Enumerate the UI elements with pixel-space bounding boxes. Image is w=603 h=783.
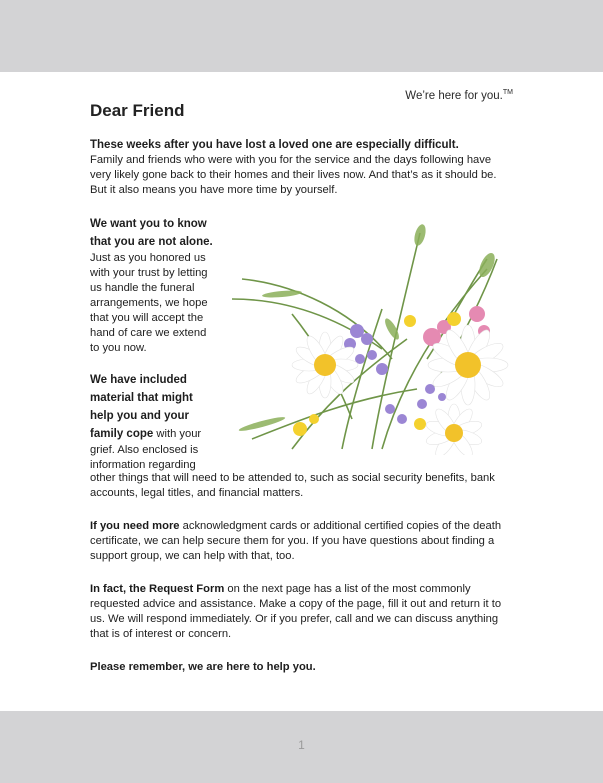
intro-paragraph	[90, 138, 515, 198]
not-alone-line: us handle the funeral	[90, 282, 195, 294]
not-alone-line: arrangements, we hope	[90, 297, 208, 309]
daisy-bottom	[425, 404, 484, 455]
material-continuation: other things that will need to be attended to, such as social security benefits, bank accounts, legal titles, and financial matters.	[90, 472, 495, 499]
trademark-mark: TM	[502, 89, 513, 96]
more-paragraph	[90, 519, 515, 564]
not-alone-line: hand of care we extend	[90, 327, 207, 339]
intro-body: Family and friends who were with you for the service and the days following have very likely gone back to their homes and their lives now. And that’s as it should be. But it also means you have more time by yourself.	[90, 154, 497, 196]
material-lead-2: material that might	[90, 392, 193, 404]
leaves	[238, 223, 498, 433]
letter-page	[0, 72, 603, 711]
material-lead-line-4	[90, 425, 225, 443]
closing-line: Please remember, we are here to help you.	[90, 661, 316, 673]
material-paragraph	[90, 371, 225, 473]
not-alone-line: Just as you honored us	[90, 252, 206, 264]
material-lead-3: help you and your	[90, 410, 190, 422]
not-alone-line: to you now.	[90, 342, 147, 354]
not-alone-paragraph	[90, 215, 225, 356]
not-alone-line: that you will accept the	[90, 312, 204, 324]
material-after-lead: with your	[153, 428, 202, 440]
page-number: 1	[298, 738, 305, 752]
material-line: information regarding	[90, 459, 196, 471]
more-body: acknowledgment cards or additional certified copies of the death certificate, we can help secure them for you. If you have questions about finding a support group, we can help with that, too.	[90, 520, 502, 562]
request-body: on the next page has a list of the most commonly requested advice and assistance. Make a copy of the page, fill it out and return it to us. We will respond immediately. Or if you prefer, call and we can discuss anything that is of interest or concern.	[90, 583, 502, 640]
tagline: We’re here for you.™	[405, 89, 513, 102]
request-lead: In fact, the Request Form	[90, 583, 225, 595]
not-alone-lead-1: We want you to know	[90, 218, 207, 230]
more-lead: If you need more	[90, 520, 180, 532]
not-alone-lead-2: that you are not alone.	[90, 236, 213, 248]
material-lead-1: We have included	[90, 374, 187, 386]
request-paragraph	[90, 582, 515, 642]
wildflower-bouquet-image	[232, 219, 515, 455]
not-alone-line: with your trust by letting	[90, 267, 208, 279]
intro-lead: These weeks after you have lost a loved one are especially difficult.	[90, 139, 459, 151]
material-lead-4: family cope	[90, 428, 154, 440]
page-title: Dear Friend	[90, 101, 185, 120]
material-line: grief. Also enclosed is	[90, 444, 199, 456]
